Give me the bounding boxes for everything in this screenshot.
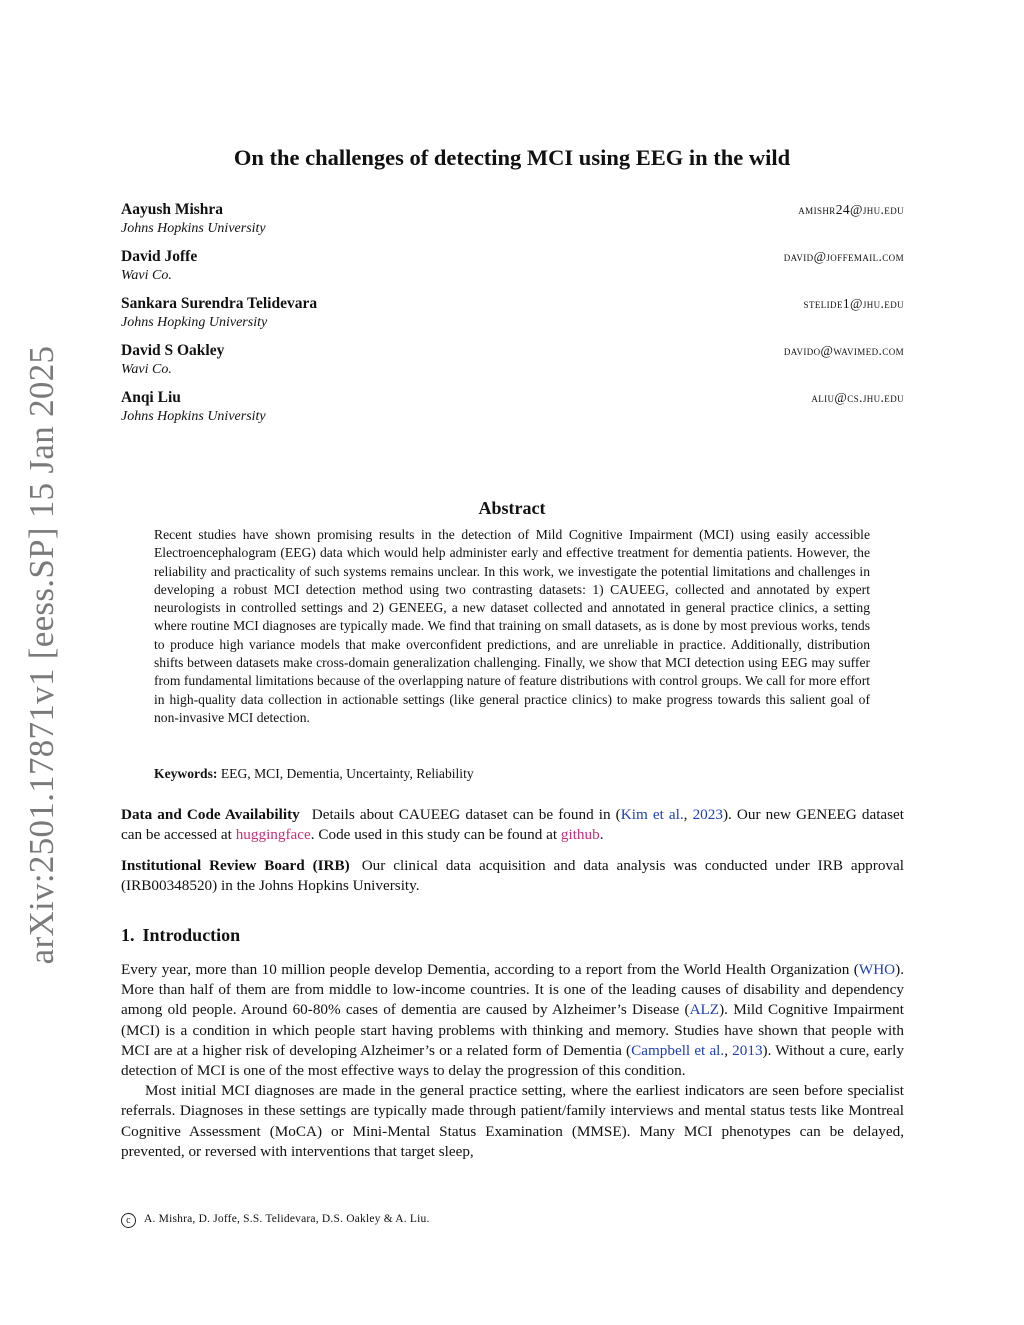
author-email[interactable]: aliu@cs.jhu.edu — [811, 390, 904, 405]
arxiv-side-stamp: arXiv:2501.17871v1 [eess.SP] 15 Jan 2025 — [22, 345, 61, 965]
author-email[interactable]: davido@wavimed.com — [783, 343, 904, 358]
text-span: ). More than half of them are from middle to low-income countries. It is one of the leading causes of disability and dependency among old people. Around 60-80% cases of dementia are caused by Alzheimer’s Disease ( — [121, 961, 904, 1019]
author-name: David Joffe — [121, 248, 198, 265]
text-span: ). Our new GENEEG dataset can be accessed at — [121, 806, 905, 844]
data-availability-heading: Data and Code Availability — [121, 806, 300, 823]
text-span: Details about CAUEEG dataset can be found in ( — [311, 806, 621, 823]
citation-kim-author-link[interactable]: Kim et al. — [620, 806, 684, 823]
data-availability-paragraph — [121, 805, 904, 845]
author-affiliation: Wavi Co. — [121, 268, 172, 283]
keywords-list: EEG, MCI, Dementia, Uncertainty, Reliability — [220, 766, 474, 781]
huggingface-link[interactable]: huggingface — [235, 826, 311, 844]
page-footer — [121, 1213, 430, 1228]
author-list — [121, 200, 904, 435]
author-affiliation: Wavi Co. — [121, 362, 172, 377]
section-heading-introduction — [121, 925, 240, 946]
citation-campbell-author-link[interactable]: Campbell et al. — [631, 1041, 725, 1059]
text-span: ). Without a cure, early detection of MCI is one of the most effective ways to delay the progression of this condition. — [121, 1041, 904, 1080]
author-entry — [121, 247, 904, 294]
author-name: Anqi Liu — [121, 389, 181, 406]
intro-paragraph-2: Most initial MCI diagnoses are made in the general practice setting, where the earliest indicators are seen before specialist referrals. Diagnoses in these settings are typically made through patient/family interviews and mental status tests like Montreal Cognitive Assessment (MoCA) or Mini-Mental Status Examination (MMSE). Many MCI phenotypes can be delayed, prevented, or reversed with interventions that target sleep, — [121, 1082, 904, 1160]
author-name: Aayush Mishra — [121, 201, 224, 218]
text-span: Every year, more than 10 million people develop Dementia, according to a report from the World Health Organization ( — [121, 961, 859, 978]
author-affiliation: Johns Hopkins University — [121, 221, 266, 236]
citation-campbell-year-link[interactable]: 2013 — [732, 1041, 763, 1059]
irb-text: Our clinical data acquisition and data analysis was conducted under IRB approval (IRB00348520) in the Johns Hopkins University. — [121, 857, 904, 895]
author-entry — [121, 200, 904, 247]
author-affiliation: Johns Hopking University — [121, 315, 268, 330]
author-entry — [121, 294, 904, 341]
text-span: . Code used in this study can be found at — [310, 826, 561, 844]
introduction-body — [121, 960, 904, 1162]
section-number: 1. — [121, 925, 135, 945]
text-span: ). Mild Cognitive Impairment (MCI) is a condition in which people start having problems with thinking and memory. Studies have shown that people with MCI are at a higher risk of developing Alzheimer’s or a related form of Dementia ( — [121, 1001, 904, 1059]
section-title: Introduction — [142, 925, 241, 945]
text-span: . — [599, 826, 604, 844]
author-email[interactable]: david@joffemail.com — [783, 249, 904, 264]
author-email[interactable]: stelide1@jhu.edu — [803, 296, 904, 311]
citation-kim-year-link[interactable]: 2023 — [692, 806, 723, 823]
abstract-text: Recent studies have shown promising results in the detection of Mild Cognitive Impairment (MCI) using easily accessible Electroencephalogram (EEG) data which would help administer early and effective treatment for dementia patients. However, the reliability and practicality of such systems remains unclear. In this work, we investigate the potential limitations and challenges in developing a robust MCI detection method using two contrasting datasets: 1) CAUEEG, collected and annotated by expert neurologists in controlled settings and 2) GENEEG, a new dataset collected and annotated in general practice clinics, a setting where routine MCI diagnoses are typically made. We find that training on small datasets, as is done by most previous works, tends to produce high variance models that make overconfident predictions, and are unreliable in practice. Additionally, distribution shifts between datasets make cross-domain generalization challenging. Finally, we show that MCI detection using EEG may suffer from fundamental limitations because of the overlapping nature of feature distributions with control groups. We call for more effort in high-quality data collection in actionable settings (like general practice clinics) to make progress towards this salient goal of non-invasive MCI detection. — [154, 527, 870, 725]
keywords-label: Keywords: — [154, 766, 218, 781]
irb-heading: Institutional Review Board (IRB) — [121, 857, 350, 874]
footer-authors: A. Mishra, D. Joffe, S.S. Telidevara, D.S. Oakley & A. Liu. — [144, 1213, 430, 1225]
author-entry — [121, 388, 904, 435]
author-name: Sankara Surendra Telidevara — [121, 295, 318, 312]
intro-paragraph-1 — [121, 960, 904, 1081]
text-span: , — [683, 806, 693, 823]
abstract-heading: Abstract — [478, 498, 546, 518]
text-span: , — [724, 1041, 733, 1059]
irb-paragraph — [121, 856, 904, 896]
who-link[interactable]: WHO — [858, 961, 896, 978]
copyright-icon: c — [121, 1213, 136, 1228]
author-name: David S Oakley — [121, 342, 225, 359]
author-entry — [121, 341, 904, 388]
github-link[interactable]: github — [560, 826, 600, 844]
alz-link[interactable]: ALZ — [689, 1001, 720, 1019]
paper-title: On the challenges of detecting MCI using EEG in the wild — [233, 145, 791, 170]
keywords-line — [154, 765, 870, 783]
author-affiliation: Johns Hopkins University — [121, 409, 266, 424]
author-email[interactable]: amishr24@jhu.edu — [798, 202, 904, 217]
